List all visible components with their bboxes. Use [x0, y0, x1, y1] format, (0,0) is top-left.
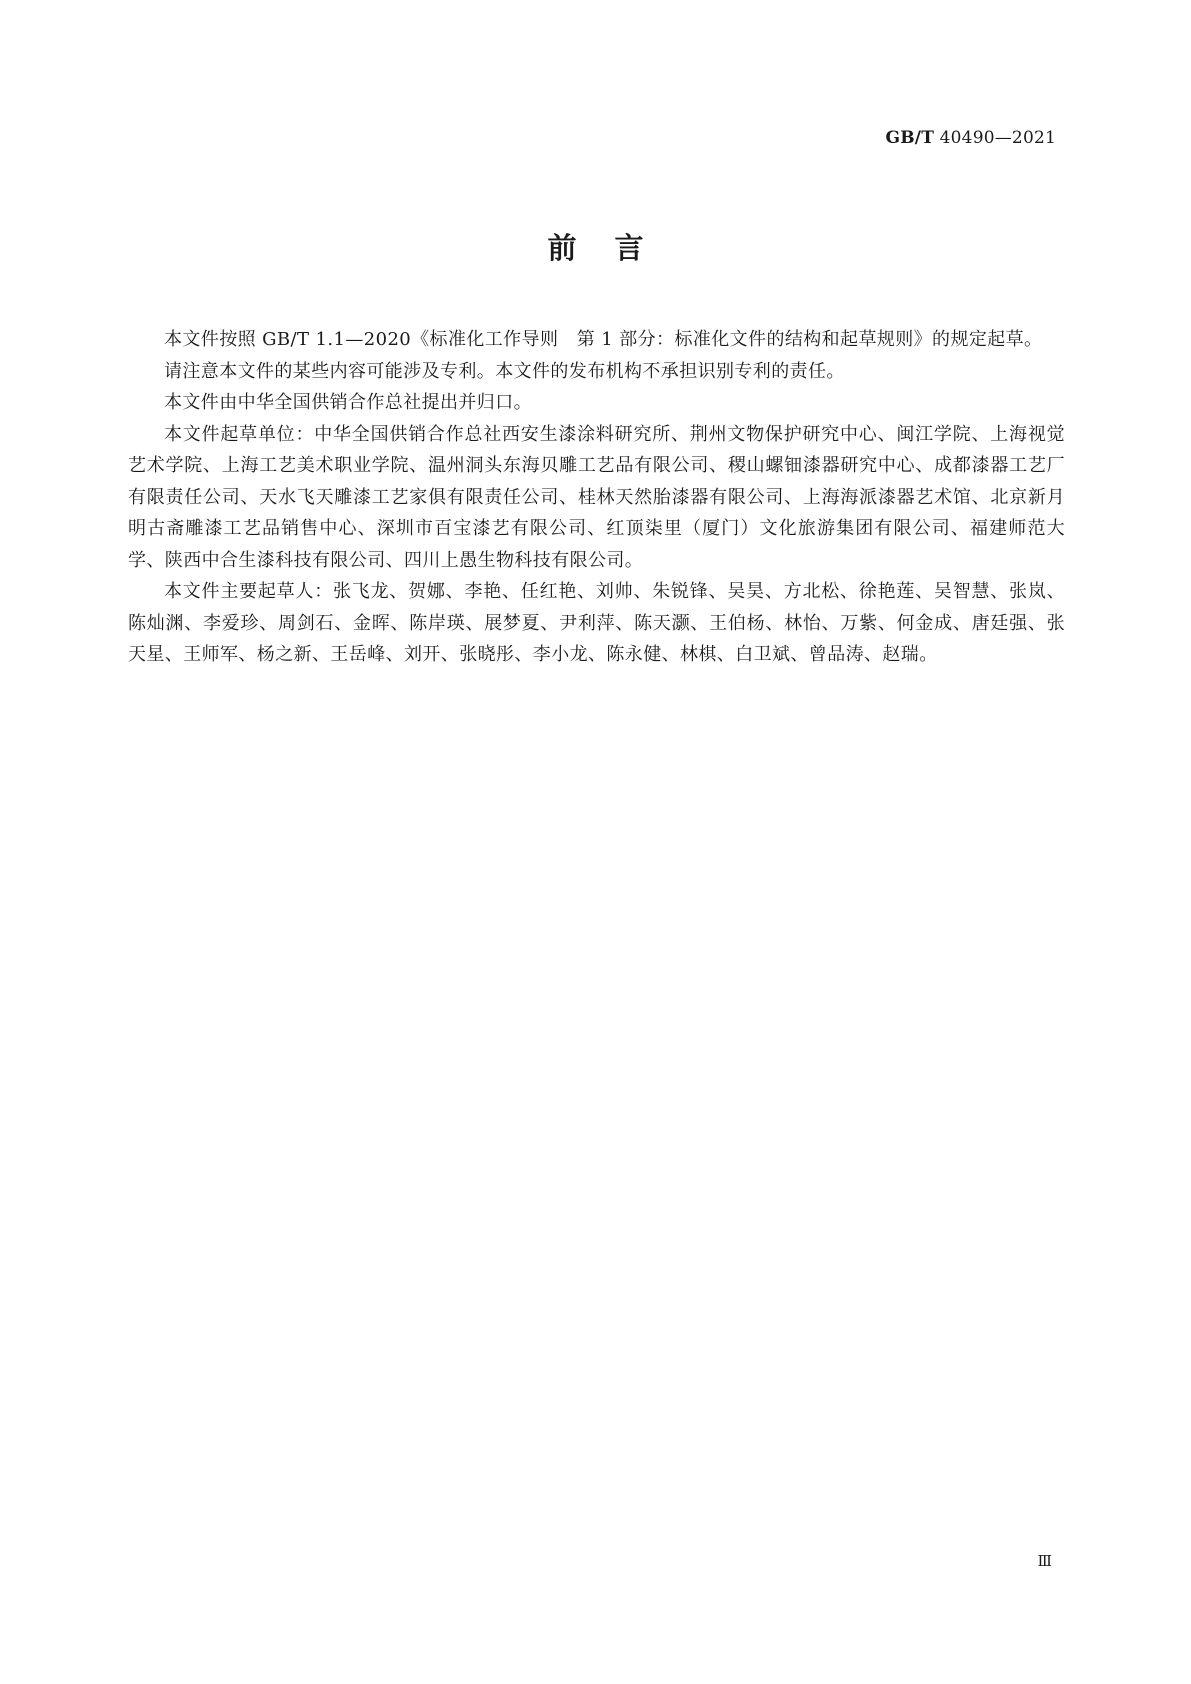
paragraph-drafters: 本文件主要起草人：张飞龙、贺娜、李艳、任红艳、刘帅、朱锐锋、吴昊、方北松、徐艳莲、吴智慧、张岚、陈灿渊、李爱珍、周剑石、金晖、陈岸瑛、展梦夏、尹利萍、陈天灏、王伯杨、林怡、万紫、何金成、唐廷强、张天星、王师军、杨之新、王岳峰、刘开、张晓彤、李小龙、陈永健、林棋、白卫斌、曾品涛、赵瑞。	[128, 581, 1065, 665]
paragraph-drafting-basis: 本文件按照 GB/T 1.1—2020《标准化工作导则 第 1 部分：标准化文件的结构和起草规则》的规定起草。	[164, 329, 1043, 350]
paragraph-patent-notice: 请注意本文件的某些内容可能涉及专利。本文件的发布机构不承担识别专利的责任。	[164, 360, 845, 382]
paragraph-proposer: 本文件由中华全国供销合作总社提出并归口。	[164, 392, 532, 413]
page-number: Ⅲ	[1037, 1552, 1052, 1570]
page-title: 前言	[547, 231, 682, 265]
standard-number: 40490—2021	[934, 128, 1056, 148]
paragraph-drafting-units: 本文件起草单位：中华全国供销合作总社西安生漆涂料研究所、荆州文物保护研究中心、闽江学院、上海视觉艺术学院、上海工艺美术职业学院、温州洞头东海贝雕工艺品有限公司、稷山螺钿漆器研究中心、成都漆器工艺厂有限责任公司、天水飞天雕漆工艺家俱有限责任公司、桂林天然胎漆器有限公司、上海海派漆器艺术馆、北京新月明古斋雕漆工艺品销售中心、深圳市百宝漆艺有限公司、红顶柒里（厦门）文化旅游集团有限公司、福建师范大学、陕西中合生漆科技有限公司、四川上愚生物科技有限公司。	[128, 423, 1065, 571]
standard-code	[886, 128, 1057, 148]
standard-prefix: GB/T	[885, 128, 935, 148]
foreword-body	[128, 324, 1065, 671]
